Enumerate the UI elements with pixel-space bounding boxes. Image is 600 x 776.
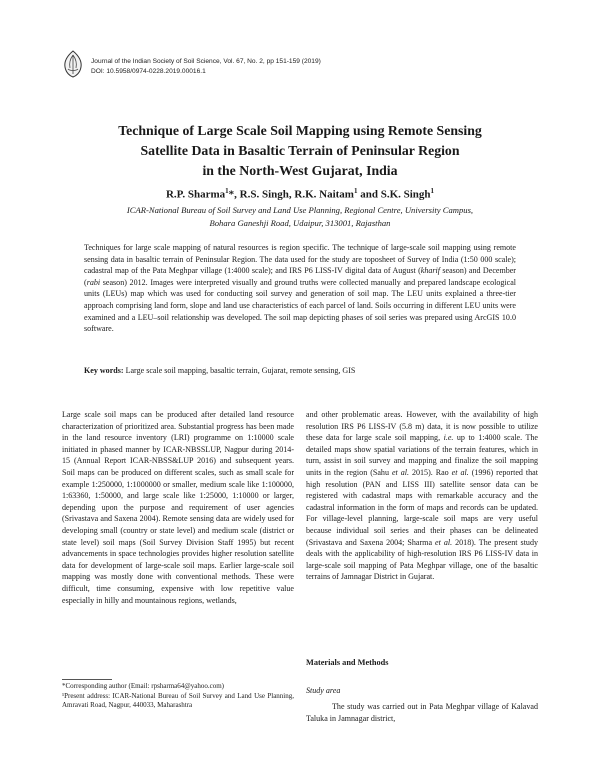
author-name: R.S. Singh, <box>239 188 295 201</box>
affiliation-marker: 1 <box>430 187 435 195</box>
present-address: ¹Present address: ICAR-National Bureau of Soil Survey and Land Use Planning, Amravati Road, Nagpur, 440033, Maharashtra <box>62 691 294 710</box>
intro-paragraph: Large scale soil maps can be produced after detailed land resource characterization of prioritized area. Substantial progress has been made in the land resource inventory (LRI) programme on 1:10000 scale initiated in phased manner by ICAR-NBSSLUP, Nagpur during 2014-15 (Annual Report ICAR-NBSS&LUP 2016) and subsequent years. Soil maps can be produced on different scales, such as small scale for example 1:250000, 1:1000000 or smaller, medium scale like 1:100000, 1:63360, 1:50000, and large scale like 1:25000, 1:10000 or larger, depending upon the purpose and requirement of user agencies (Srivastava and Saxena 2004). Remote sensing data are widely used for developing small (country or state level) and medium scale (district or state level) soil maps (Soil Survey Division Staff 1995) but recent advancements in space technologies provides higher resolution satellite data for development of large-scale soil maps. Earlier large-scale soil mapping was mostly done with conventional methods. These were difficult, time consuming, expensive with low repetitive value especially in hilly and mountainous regions, wetlands, <box>62 410 294 605</box>
body-italic: i.e. <box>443 433 454 443</box>
body-text: (1996) reported that high resolution (PAN and LISS III) satellite sensor data can be registered with cadastral maps with remarkable accuracy and the cadastral information in the form of maps and records can be updated. For village-level planning, large-scale soil maps are very useful because individual soil series and their phases can be delineated (Srivastava and Saxena 2004; Sharma <box>306 467 538 547</box>
title-line-2: Satellite Data in Basaltic Terrain of Peninsular Region <box>140 143 460 158</box>
footnote <box>62 682 294 711</box>
society-emblem-icon <box>62 50 84 78</box>
body-text: and other problematic areas. However, with the availability of high resolution IRS P6 LISS-IV (5.8 m) data, it is now possible to utilize these data for large scale soil mapping, <box>306 410 538 443</box>
affiliation <box>100 204 500 230</box>
body-right-column <box>306 409 538 583</box>
body-text: 2015). Rao <box>409 467 452 477</box>
body-text: 2018). The present study deals with the applicability of high-resolution IRS P6 LISS-IV data in large-scale soil mapping of Pata Meghpar village, one of the basaltic terrains of Jamnagar District in Gujarat. <box>306 537 538 582</box>
author-list <box>60 187 540 201</box>
keywords-text: Large scale soil mapping, basaltic terrain, Gujarat, remote sensing, GIS <box>123 366 356 375</box>
subsection-heading: Study area <box>306 686 341 695</box>
affiliation-marker: 1 <box>225 187 229 195</box>
abstract <box>84 242 516 335</box>
corresponding-author: *Corresponding author (Email: rpsharma64@yahoo.com) <box>62 682 224 690</box>
corresponding-marker: *, <box>228 188 240 201</box>
title-line-3: in the North-West Gujarat, India <box>202 163 398 178</box>
body-italic: et al. <box>451 467 469 477</box>
body-italic: et al. <box>435 537 453 547</box>
abstract-text: Techniques for large scale mapping of natural resources is region specific. The technique of large-scale soil mapping using remote sensing data in basaltic terrain of Peninsular Region. The data used for the study are toposheet of Survey of India (1:50 000 scale); cadastral map of the Pata Meghpar village (1:4000 scale); and IRS P6 LISS-IV digital data of August ( <box>84 243 516 276</box>
abstract-italic: rabi <box>86 277 101 287</box>
author-name: R.K. Naitam <box>294 188 354 201</box>
title-line-1: Technique of Large Scale Soil Mapping using Remote Sensing <box>118 123 482 138</box>
intro-paragraph-continued <box>306 409 538 583</box>
author-conjunction: and <box>357 188 381 201</box>
body-text: up to 1:4000 scale. The detailed maps show spatial variations of the terrain features, which in turn, assist in soil survey and mapping and finalize the soil mapping units in the region (Sahu <box>306 433 538 477</box>
footnote-divider <box>62 679 112 680</box>
body-italic: et al. <box>391 467 409 477</box>
abstract-italic: kharif <box>420 266 441 276</box>
keywords <box>84 366 516 375</box>
body-left-column <box>62 409 294 606</box>
abstract-text: season) 2012. Images were interpreted visually and ground truths were collected manually and prepared landscape ecological units (LEUs) map which was used for conducting soil survey and generation of soil map. The LEU units explained a three-tier approach comprising land form, slope and land use characteristics of each parcel of land. Soils occurring in different LEU units were examined and a LEU–soil relationship was developed. The soil map depicting phases of soil series was prepared using ArcGIS 10.0 software. <box>84 277 516 334</box>
journal-header <box>91 57 321 77</box>
affiliation-line-2: Bohara Ganeshji Road, Udaipur, 313001, Rajasthan <box>209 218 391 228</box>
author-name: R.P. Sharma <box>165 188 226 201</box>
journal-citation: Journal of the Indian Society of Soil Science, Vol. 67, No. 2, pp 151-159 (2019) <box>91 58 321 65</box>
section-heading: Materials and Methods <box>306 658 389 667</box>
abstract-text: season) and December ( <box>84 266 516 287</box>
paper-title <box>60 121 540 181</box>
affiliation-marker: 1 <box>353 187 358 195</box>
author-name: S.K. Singh <box>380 188 431 201</box>
study-area-paragraph: The study was carried out in Pata Meghpar village of Kalavad Taluka in Jamnagar district, <box>306 702 538 723</box>
doi-line: DOI: 10.5958/0974-0228.2019.00016.1 <box>91 68 206 75</box>
keywords-label: Key words: <box>84 366 124 375</box>
affiliation-line-1: ICAR-National Bureau of Soil Survey and Land Use Planning, Regional Centre, University Campus, <box>126 205 474 215</box>
